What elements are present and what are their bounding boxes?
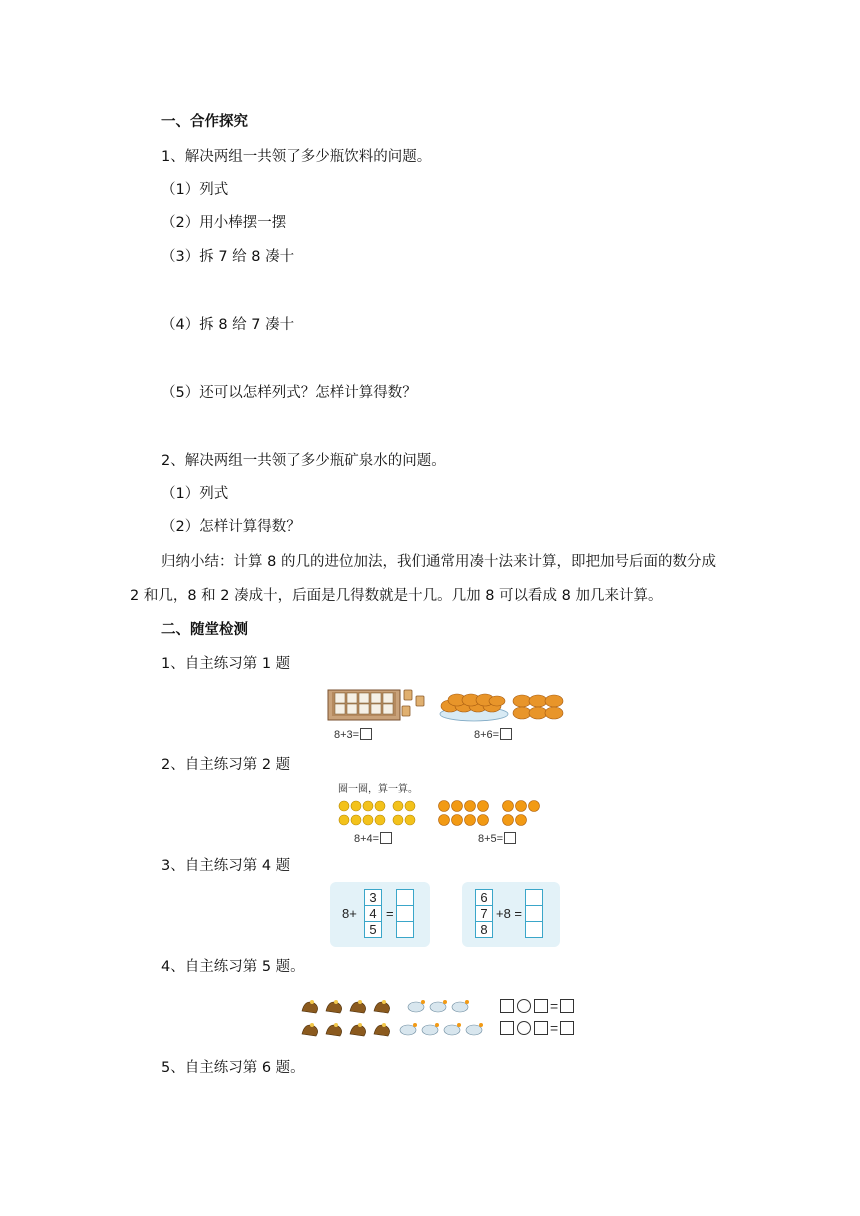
- answer-box[interactable]: [500, 728, 512, 740]
- panel-left-answers: [396, 889, 414, 938]
- answer-box[interactable]: [500, 1021, 514, 1035]
- question-1: 1、解决两组一共领了多少瓶饮料的问题。: [161, 149, 432, 165]
- number-cell: 5: [364, 922, 382, 938]
- answer-cell[interactable]: [396, 922, 414, 938]
- answer-box[interactable]: [504, 832, 516, 844]
- panel-right-numbers: [475, 889, 493, 938]
- answer-cell[interactable]: [525, 889, 543, 906]
- exercise-1-eq-left-text: 8+3=: [334, 729, 360, 741]
- exercise-4-equation-row-2: [500, 1020, 574, 1036]
- exercise-2-equation-right: [478, 832, 516, 845]
- q1-step-1: （1）列式: [161, 182, 229, 198]
- q2-step-1: （1）列式: [161, 486, 229, 502]
- exercise-3-panel-left: [330, 882, 430, 947]
- answer-cell[interactable]: [396, 906, 414, 922]
- exercise-2-eq-left-text: 8+4=: [354, 833, 380, 845]
- q2-step-2: （2）怎样计算得数？: [161, 519, 301, 535]
- exercise-1-figure: [326, 682, 566, 746]
- number-cell: 3: [364, 889, 382, 906]
- summary-line-1: 归纳小结：计算 8 的几的进位加法，我们通常用凑十法来计算，即把加号后面的数分成: [161, 554, 716, 570]
- answer-cell[interactable]: [525, 906, 543, 922]
- cups-and-bread-illustration: [326, 682, 566, 724]
- panel-left-numbers: [364, 889, 382, 938]
- exercise-2-figure: [336, 780, 556, 846]
- answer-box[interactable]: [560, 1021, 574, 1035]
- panel-left-equals: =: [386, 906, 394, 921]
- exercise-2-eq-right-text: 8+5=: [478, 833, 504, 845]
- answer-cell[interactable]: [396, 889, 414, 906]
- number-cell: 6: [475, 889, 493, 906]
- exercise-2-label: 2、自主练习第 2 题: [161, 757, 291, 773]
- operator-circle[interactable]: [517, 1021, 531, 1035]
- exercise-1-label: 1、自主练习第 1 题: [161, 656, 291, 672]
- exercise-3-label: 3、自主练习第 4 题: [161, 858, 291, 874]
- exercise-2-instruction: 圈一圈，算一算。: [338, 784, 418, 795]
- section-heading-2: 二、随堂检测: [161, 622, 248, 638]
- exercise-1-equation-right: [474, 728, 512, 741]
- answer-cell[interactable]: [525, 922, 543, 938]
- pears-and-oranges-illustration: [336, 796, 556, 830]
- q1-step-4: （4）拆 8 给 7 凑十: [161, 317, 295, 333]
- panel-right-suffix: +8 =: [496, 906, 523, 921]
- equals-sign: =: [550, 998, 559, 1014]
- exercise-4-figure: [298, 994, 590, 1040]
- answer-box[interactable]: [560, 999, 574, 1013]
- section-heading-1: 一、合作探究: [161, 114, 248, 130]
- number-cell: 8: [475, 922, 493, 938]
- question-2: 2、解决两组一共领了多少瓶矿泉水的问题。: [161, 453, 446, 469]
- exercise-3-panel-right: [462, 882, 560, 947]
- q1-step-2: （2）用小棒摆一摆: [161, 215, 287, 231]
- panel-left-prefix: 8+: [342, 906, 357, 921]
- answer-box[interactable]: [534, 1021, 548, 1035]
- number-cell: 7: [475, 906, 493, 922]
- answer-box[interactable]: [360, 728, 372, 740]
- summary-line-2: 2 和几，8 和 2 凑成十，后面是几得数就是十几。几加 8 可以看成 8 加几来计算。: [130, 588, 663, 604]
- equals-sign: =: [550, 1020, 559, 1036]
- operator-circle[interactable]: [517, 999, 531, 1013]
- exercise-1-eq-right-text: 8+6=: [474, 729, 500, 741]
- exercise-2-equation-left: [354, 832, 392, 845]
- panel-right-answers: [525, 889, 543, 938]
- answer-box[interactable]: [500, 999, 514, 1013]
- exercise-4-label: 4、自主练习第 5 题。: [161, 959, 305, 975]
- answer-box[interactable]: [534, 999, 548, 1013]
- exercise-5-label: 5、自主练习第 6 题。: [161, 1060, 305, 1076]
- answer-box[interactable]: [380, 832, 392, 844]
- q1-step-5: （5）还可以怎样列式？怎样计算得数？: [161, 385, 417, 401]
- q1-step-3: （3）拆 7 给 8 凑十: [161, 249, 295, 265]
- hens-and-ducks-illustration: [298, 994, 490, 1040]
- exercise-1-equation-left: [334, 728, 372, 741]
- exercise-4-equation-row-1: [500, 998, 574, 1014]
- number-cell: 4: [364, 906, 382, 922]
